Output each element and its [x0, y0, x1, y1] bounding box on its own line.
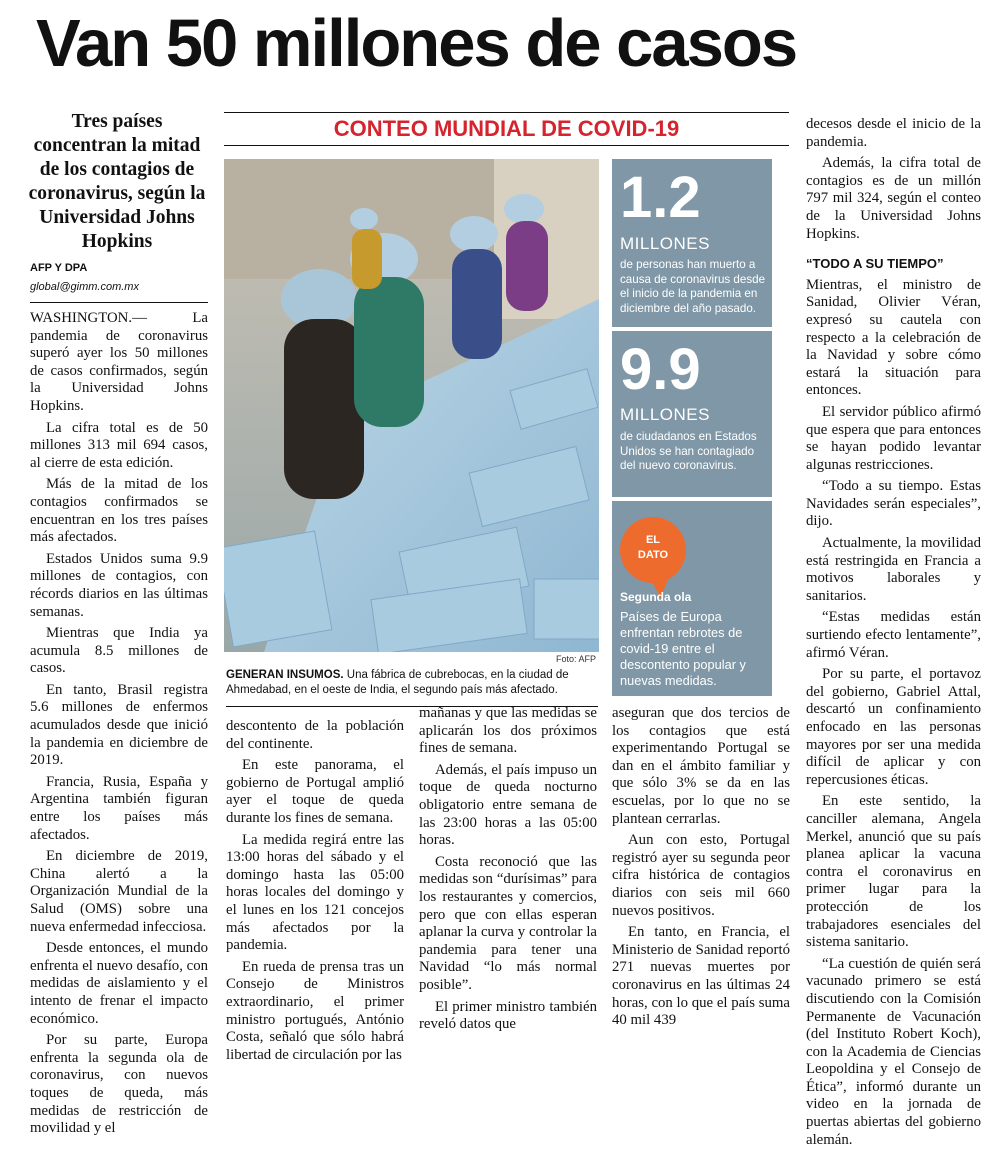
- paragraph: aseguran que dos tercios de los contagios que está experimentando Portugal se dan en el ámbito familiar y que sólo 3% se da en las escuelas, por lo que no se plantean cerrarlas.: [612, 705, 790, 827]
- caption-lead: GENERAN INSUMOS.: [226, 669, 344, 681]
- paragraph: Además, el país impuso un toque de queda nocturno obligatorio entre semana de las 23:00 horas a las 05:00 horas.: [419, 761, 597, 849]
- subheadline: Tres países concentran la mitad de los contagios de coronavirus, según la Universidad Johns Hopkins: [28, 111, 206, 252]
- paragraph: Además, la cifra total de contagios es de un millón 797 mil 324, según el conteo de la Universidad Johns Hopkins.: [806, 155, 981, 242]
- paragraph: Francia, Rusia, España y Argentina también figuran entre los países más afectados.: [30, 773, 208, 843]
- article-column-2: [226, 718, 404, 1064]
- byline-divider: [30, 302, 208, 303]
- paragraph: En tanto, Brasil registra 5.6 millones de enfermos acumulados desde que inició la pandemia en diciembre de 2019.: [30, 681, 208, 769]
- paragraph: Por su parte, el portavoz del gobierno, Gabriel Attal, descartó un confinamiento enfocado en las personas mayores por ser una medida difícil de aplicar y con repercusiones éticas.: [806, 666, 981, 788]
- paragraph: “La cuestión de quién será vacunado primero se está discutiendo con la Comisión Permanente de Vacunación (del Instituto Robert Koch), con la Academia de Ciencias Leopoldina y el Consejo de Ética”, informó durante un video en la jornada de puertas abiertas del gobierno alemán.: [806, 955, 981, 1148]
- paragraph: Por su parte, Europa enfrenta la segunda ola de coronavirus, con nuevos toques de queda, más medidas de restricción de movilidad y el: [30, 1032, 208, 1137]
- caption-text: Una fábrica de cubrebocas, en la ciudad de Ahmedabad, en el oeste de India, el segundo país más afectado.: [226, 669, 569, 696]
- el-dato-box: [612, 501, 772, 696]
- paragraph: WASHINGTON.— La pandemia de coronavirus superó ayer los 50 millones de casos confirmados, según la Universidad Johns Hopkins.: [30, 310, 208, 414]
- paragraph: La cifra total es de 50 millones 313 mil 694 casos, al cierre de esta edición.: [30, 419, 208, 471]
- byline: AFP Y DPA: [30, 262, 88, 274]
- article-column-4: [612, 705, 790, 1030]
- author-email: global@gimm.com.mx: [30, 281, 139, 293]
- article-column-3: [419, 705, 597, 1034]
- speech-bubble-icon: [620, 517, 686, 583]
- paragraph: descontento de la población del continente.: [226, 718, 404, 752]
- headline: Van 50 millones de casos: [36, 6, 797, 81]
- section-heading: “TODO A SU TIEMPO”: [806, 256, 944, 272]
- dato-title: Segunda ola: [620, 590, 692, 604]
- badge-line-2: DATO: [637, 549, 669, 561]
- paragraph: La medida regirá entre las 13:00 horas del sábado y el domingo hasta las 05:00 horas locales del domingo y el lunes en los 121 concejos más afectados por la pandemia.: [226, 831, 404, 954]
- infobox-title: CONTEO MUNDIAL DE COVID-19: [224, 112, 789, 146]
- paragraph: decesos desde el inicio de la pandemia.: [806, 116, 981, 150]
- paragraph: En rueda de prensa tras un Consejo de Ministros extraordinario, el primer ministro portugués, António Costa, señaló que sólo habrá libertad de circulación por las: [226, 958, 404, 1063]
- paragraph: En este panorama, el gobierno de Portugal amplió ayer el toque de queda durante los fines de semana.: [226, 757, 404, 826]
- paragraph: “Todo a su tiempo. Estas Navidades serán especiales”, dijo.: [806, 478, 981, 530]
- paragraph: Aun con esto, Portugal registró ayer su segunda peor cifra histórica de contagios diarios con seis mil 660 nuevos positivos.: [612, 832, 790, 919]
- paragraph: Costa reconoció que las medidas son “durísimas” para los restaurantes y comercios, pero que con ellas esperan aplanar la curva y controlar la pandemia para tener una Navidad “lo más normal posible”.: [419, 853, 597, 993]
- paragraph: En tanto, en Francia, el Ministerio de Sanidad reportó 271 nuevas muertes por coronavirus en las últimas 24 horas, con lo que el país suma 40 mil 439: [612, 924, 790, 1029]
- stat-description: de personas han muerto a causa de coronavirus desde el inicio de la pandemia en diciembre del año pasado.: [620, 258, 766, 315]
- paragraph: En diciembre de 2019, China alertó a la Organización Mundial de la Salud (OMS) sobre una nueva enfermedad infecciosa.: [30, 848, 208, 935]
- paragraph: Actualmente, la movilidad está restringida en Francia a motivos laborales y sanitarios.: [806, 535, 981, 604]
- paragraph: Desde entonces, el mundo enfrenta el nuevo desafío, con medidas de aislamiento y el intento de frenar el impacto económico.: [30, 940, 208, 1027]
- photo-credit: Foto: AFP: [555, 654, 596, 664]
- article-column-1: [30, 310, 208, 1138]
- stat-unit: MILLONES: [620, 405, 710, 424]
- paragraph: mañanas y que las medidas se aplicarán los dos próximos fines de semana.: [419, 705, 597, 757]
- stat-description: de ciudadanos en Estados Unidos se han contagiado del nuevo coronavirus.: [620, 430, 757, 472]
- stat-number: 1.2: [620, 165, 701, 230]
- stat-box-us-cases: [612, 331, 772, 497]
- stat-unit: MILLONES: [620, 234, 710, 253]
- paragraph: Mientras que India ya acumula 8.5 millones de casos.: [30, 625, 208, 677]
- stat-box-deaths: [612, 159, 772, 327]
- photo-caption: [226, 668, 598, 698]
- paragraph: Más de la mitad de los contagios confirmados se encuentran en los tres países más afectados.: [30, 476, 208, 546]
- factory-photo: [224, 159, 599, 652]
- badge-line-1: EL: [645, 534, 661, 546]
- article-column-5: [806, 116, 981, 1149]
- dato-text: Países de Europa enfrentan rebrotes de covid-19 entre el descontento popular y nuevas medidas.: [620, 609, 746, 688]
- paragraph: “Estas medidas están surtiendo efecto lentamente”, afirmó Véran.: [806, 609, 981, 661]
- paragraph: Estados Unidos suma 9.9 millones de contagios, con récords diarios en las últimas semanas.: [30, 550, 208, 620]
- stat-number: 9.9: [620, 337, 701, 402]
- factory-photo-illustration: [224, 159, 599, 652]
- paragraph: Mientras, el ministro de Sanidad, Olivier Véran, expresó su cautela con respecto a la celebración de la Navidad y sobre cómo estará la situación para entonces.: [806, 276, 981, 399]
- paragraph: El primer ministro también reveló datos que: [419, 998, 597, 1033]
- paragraph: En este sentido, la canciller alemana, Angela Merkel, anunció que su país planea aplicar la vacuna contra el coronavirus en primer lugar para la protección de los trabajadores esenciales del sistema sanitario.: [806, 793, 981, 951]
- paragraph: El servidor público afirmó que espera que para entonces se hayan podido levantar algunas restricciones.: [806, 403, 981, 473]
